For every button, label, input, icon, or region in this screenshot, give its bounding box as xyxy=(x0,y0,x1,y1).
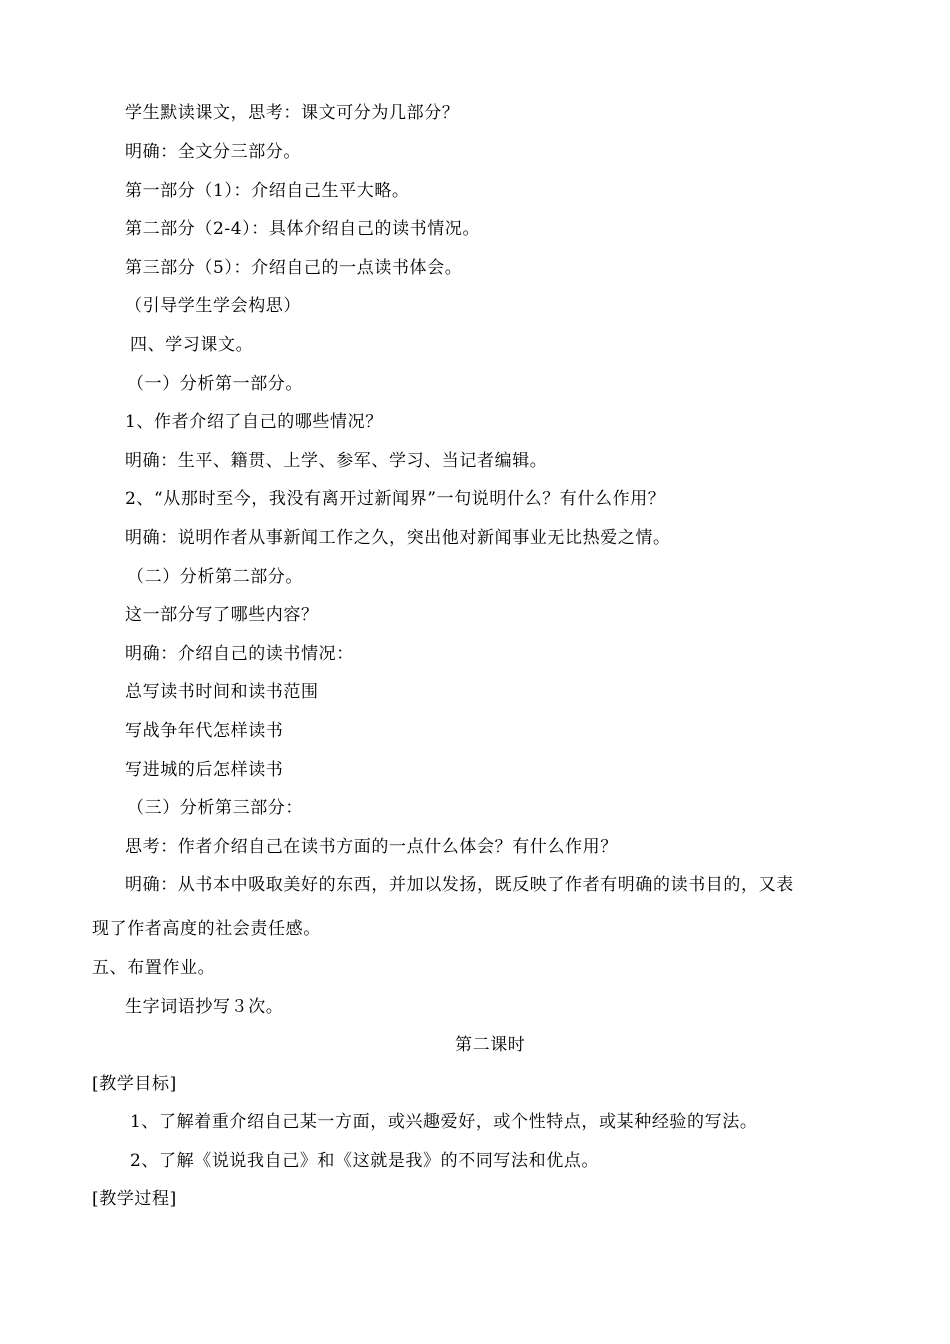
text-line: 写战争年代怎样读书 xyxy=(125,721,284,741)
lesson-title: 第二课时 xyxy=(455,1035,526,1055)
text-line: 总写读书时间和读书范围 xyxy=(125,682,319,702)
text-line: 这一部分写了哪些内容？ xyxy=(125,605,319,625)
text-line: 1、了解着重介绍自己某一方面，或兴趣爱好，或个性特点，或某种经验的写法。 xyxy=(130,1112,758,1132)
text-line: 明确：介绍自己的读书情况： xyxy=(125,644,354,664)
subsection-heading: （一）分析第一部分。 xyxy=(127,374,303,394)
text-line: 生字词语抄写３次。 xyxy=(125,997,284,1017)
text-line: 现了作者高度的社会责任感。 xyxy=(92,919,321,939)
subsection-heading: （二）分析第二部分。 xyxy=(127,567,303,587)
text-line: 1、作者介绍了自己的哪些情况？ xyxy=(125,412,383,432)
section-heading: 五、布置作业。 xyxy=(92,958,216,978)
section-heading: 四、学习课文。 xyxy=(130,335,254,355)
text-line: 明确：说明作者从事新闻工作之久，突出他对新闻事业无比热爱之情。 xyxy=(125,528,671,548)
text-line: 明确：生平、籍贯、上学、参军、学习、当记者编辑。 xyxy=(125,451,548,471)
text-line: 第二部分（2-4）：具体介绍自己的读书情况。 xyxy=(125,219,481,239)
text-line: 明确：全文分三部分。 xyxy=(125,142,301,162)
text-line: 明确：从书本中吸取美好的东西，并加以发扬，既反映了作者有明确的读书目的，又表 xyxy=(125,875,794,895)
text-line: 学生默读课文，思考：课文可分为几部分？ xyxy=(125,103,460,123)
text-line: 写进城的后怎样读书 xyxy=(125,760,284,780)
text-line: 2、“从那时至今，我没有离开过新闻界”一句说明什么？有什么作用？ xyxy=(125,489,666,509)
text-line: 第三部分（5）：介绍自己的一点读书体会。 xyxy=(125,258,463,278)
text-line: （引导学生学会构思） xyxy=(125,296,301,316)
text-line: 2、了解《说说我自己》和《这就是我》的不同写法和优点。 xyxy=(130,1151,600,1171)
subsection-heading: （三）分析第三部分： xyxy=(127,798,303,818)
text-line: 第一部分（1）：介绍自己生平大略。 xyxy=(125,181,410,201)
text-line: 思考：作者介绍自己在读书方面的一点什么体会？有什么作用？ xyxy=(125,837,618,857)
section-heading: [教学过程] xyxy=(92,1189,177,1209)
section-heading: [教学目标] xyxy=(92,1074,177,1094)
